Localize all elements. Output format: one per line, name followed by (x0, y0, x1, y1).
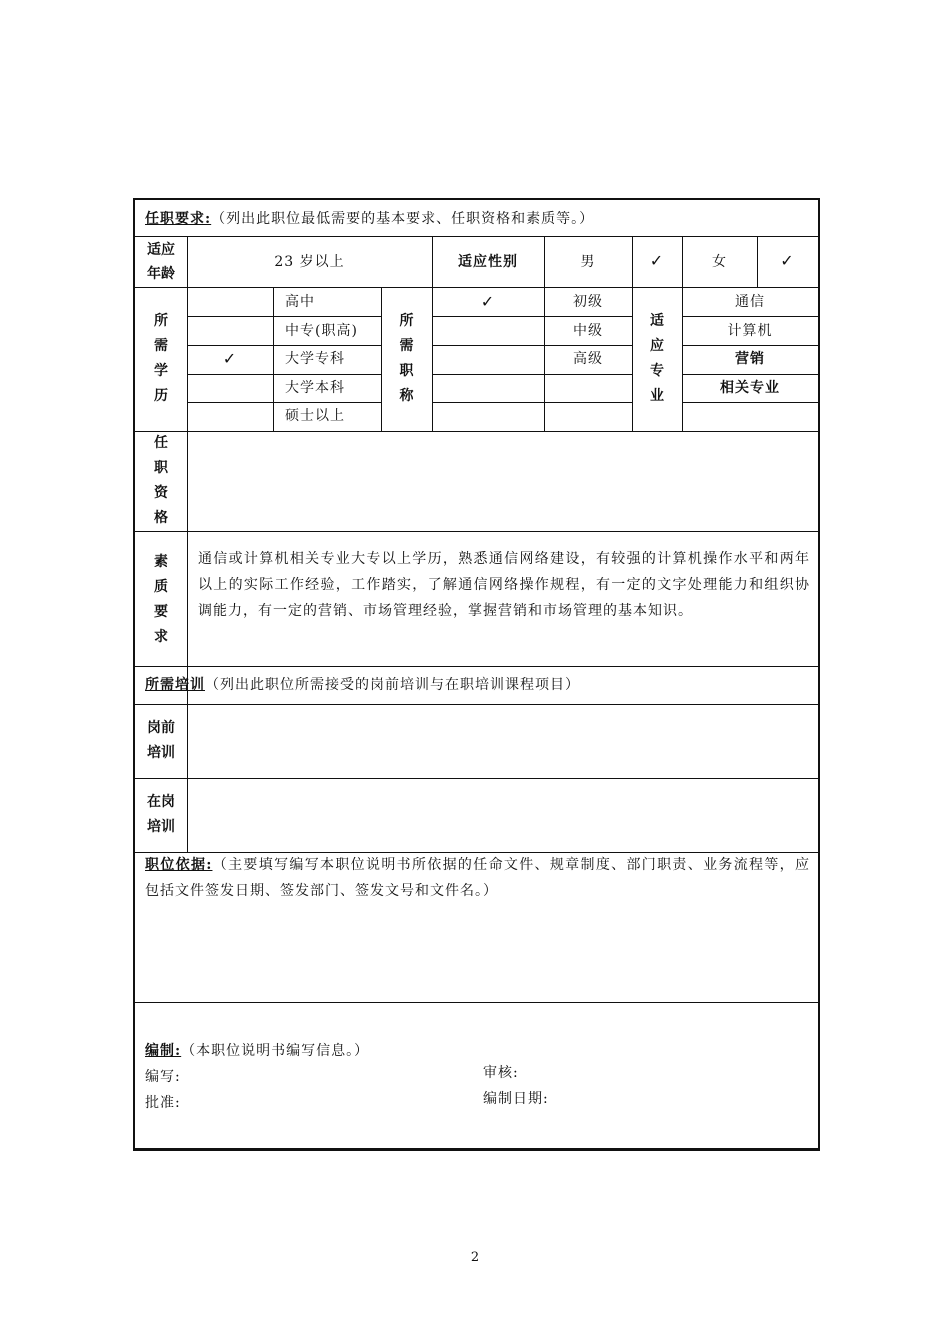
major-item: 计算机 (727, 323, 773, 339)
age-value: 23 岁以上 (274, 254, 345, 270)
quality-label-char: 质 (154, 579, 168, 595)
major-label (632, 309, 682, 409)
compile-title: 编制: (145, 1043, 182, 1059)
quality-label-char: 素 (154, 554, 168, 570)
rule (135, 1002, 818, 1003)
education-level: 大学本科 (285, 380, 345, 396)
rule (187, 345, 381, 346)
page-number: 2 (470, 1250, 480, 1265)
education-label-char: 需 (154, 338, 168, 354)
rule (135, 236, 818, 237)
gender-label: 适应性别 (458, 254, 518, 270)
approver-label: 批准: (145, 1095, 181, 1111)
male-label: 男 (580, 254, 596, 270)
age-label-line-1: 适应 (147, 242, 175, 258)
basis-desc: （主要填写编写本职位说明书所依据的任命文件、规章制度、部门职责、业务流程等，应包括文件签发日期、签发部门、签发文号和文件名。） (145, 857, 811, 899)
quality-label-char: 求 (154, 629, 168, 645)
major-item: 相关专业 (720, 380, 780, 396)
education-level: 中专(职高) (285, 323, 358, 339)
training-header (145, 678, 580, 692)
quality-text: 通信或计算机相关专业大专以上学历，熟悉通信网络建设，有较强的计算机操作水平和两年以上的实际工作经验，工作踏实，了解通信网络操作规程，有一定的文字处理能力和组织协调能力，有一定的营销、市场管理经验，掌握营销和市场管理的基本知识。 (198, 551, 810, 619)
title-rank-check-icon: ✓ (480, 292, 496, 311)
education-label-char: 学 (154, 363, 168, 379)
rule (432, 345, 632, 346)
qualification-label-char: 任 (154, 435, 168, 451)
major-item: 营销 (735, 351, 765, 367)
quality-label-char: 要 (154, 604, 168, 620)
quality-label (135, 550, 187, 650)
compile-header (145, 1044, 369, 1058)
requirements-title: 任职要求: (145, 211, 212, 227)
major-item: 通信 (735, 294, 765, 310)
title-rank-level: 初级 (573, 294, 603, 310)
female-check-icon: ✓ (780, 251, 795, 270)
rule (432, 316, 632, 317)
rule (682, 316, 818, 317)
female-label: 女 (712, 254, 727, 270)
pre-training-label (135, 716, 187, 766)
basis-title: 职位依据: (145, 857, 213, 873)
on-training-label-line: 在岗 (147, 794, 175, 810)
education-level: 大学专科 (285, 351, 345, 367)
qualification-label-char: 职 (154, 460, 168, 476)
rule (682, 345, 818, 346)
rule (187, 316, 381, 317)
requirements-header (145, 212, 594, 226)
date-label: 编制日期: (483, 1091, 549, 1107)
rule (187, 431, 188, 852)
education-check-icon: ✓ (222, 349, 238, 368)
major-label-char: 专 (650, 363, 664, 379)
on-training-label (135, 790, 187, 840)
rule (682, 402, 818, 403)
rule (135, 778, 818, 779)
title-rank-label-char: 需 (399, 338, 414, 354)
compile-desc: （本职位说明书编写信息。） (181, 1043, 370, 1059)
position-requirements-table (133, 198, 820, 1151)
title-rank-level: 高级 (573, 351, 603, 367)
rule (432, 374, 632, 375)
rule (135, 531, 818, 532)
major-label-char: 应 (650, 338, 664, 354)
training-title: 所需培训 (145, 677, 205, 693)
rule (135, 287, 818, 288)
education-level: 高中 (285, 294, 315, 310)
education-label-char: 所 (154, 313, 168, 329)
writer-label: 编写: (145, 1069, 181, 1085)
qualification-label-char: 资 (154, 485, 168, 501)
rule (187, 374, 381, 375)
rule (135, 431, 818, 432)
education-label (135, 309, 187, 409)
rule (135, 704, 818, 705)
rule (187, 402, 381, 403)
training-desc: （列出此职位所需接受的岗前培训与在职培训课程项目） (205, 677, 580, 693)
pre-training-label-line: 岗前 (147, 720, 175, 736)
age-label-line-2: 年龄 (147, 266, 175, 282)
title-rank-label-char: 职 (399, 363, 414, 379)
title-rank-level: 中级 (573, 323, 603, 339)
education-level: 硕士以上 (285, 408, 345, 424)
title-rank-label-char: 所 (399, 313, 414, 329)
major-label-char: 适 (650, 313, 664, 329)
rule (135, 666, 818, 667)
rule (273, 287, 274, 431)
education-label-char: 历 (154, 388, 168, 404)
title-rank-label (381, 309, 432, 409)
on-training-label-line: 培训 (147, 819, 175, 835)
requirements-desc: （列出此职位最低需要的基本要求、任职资格和素质等。） (211, 211, 595, 227)
qualification-label-char: 格 (154, 510, 168, 526)
basis-block (145, 852, 810, 904)
qualification-label (135, 431, 187, 531)
major-label-char: 业 (650, 388, 664, 404)
male-check-icon: ✓ (649, 251, 665, 270)
title-rank-label-char: 称 (399, 388, 414, 404)
pre-training-label-line: 培训 (147, 745, 175, 761)
age-label (135, 238, 187, 286)
rule (682, 374, 818, 375)
rule (432, 402, 632, 403)
reviewer-label: 审核: (483, 1065, 519, 1081)
